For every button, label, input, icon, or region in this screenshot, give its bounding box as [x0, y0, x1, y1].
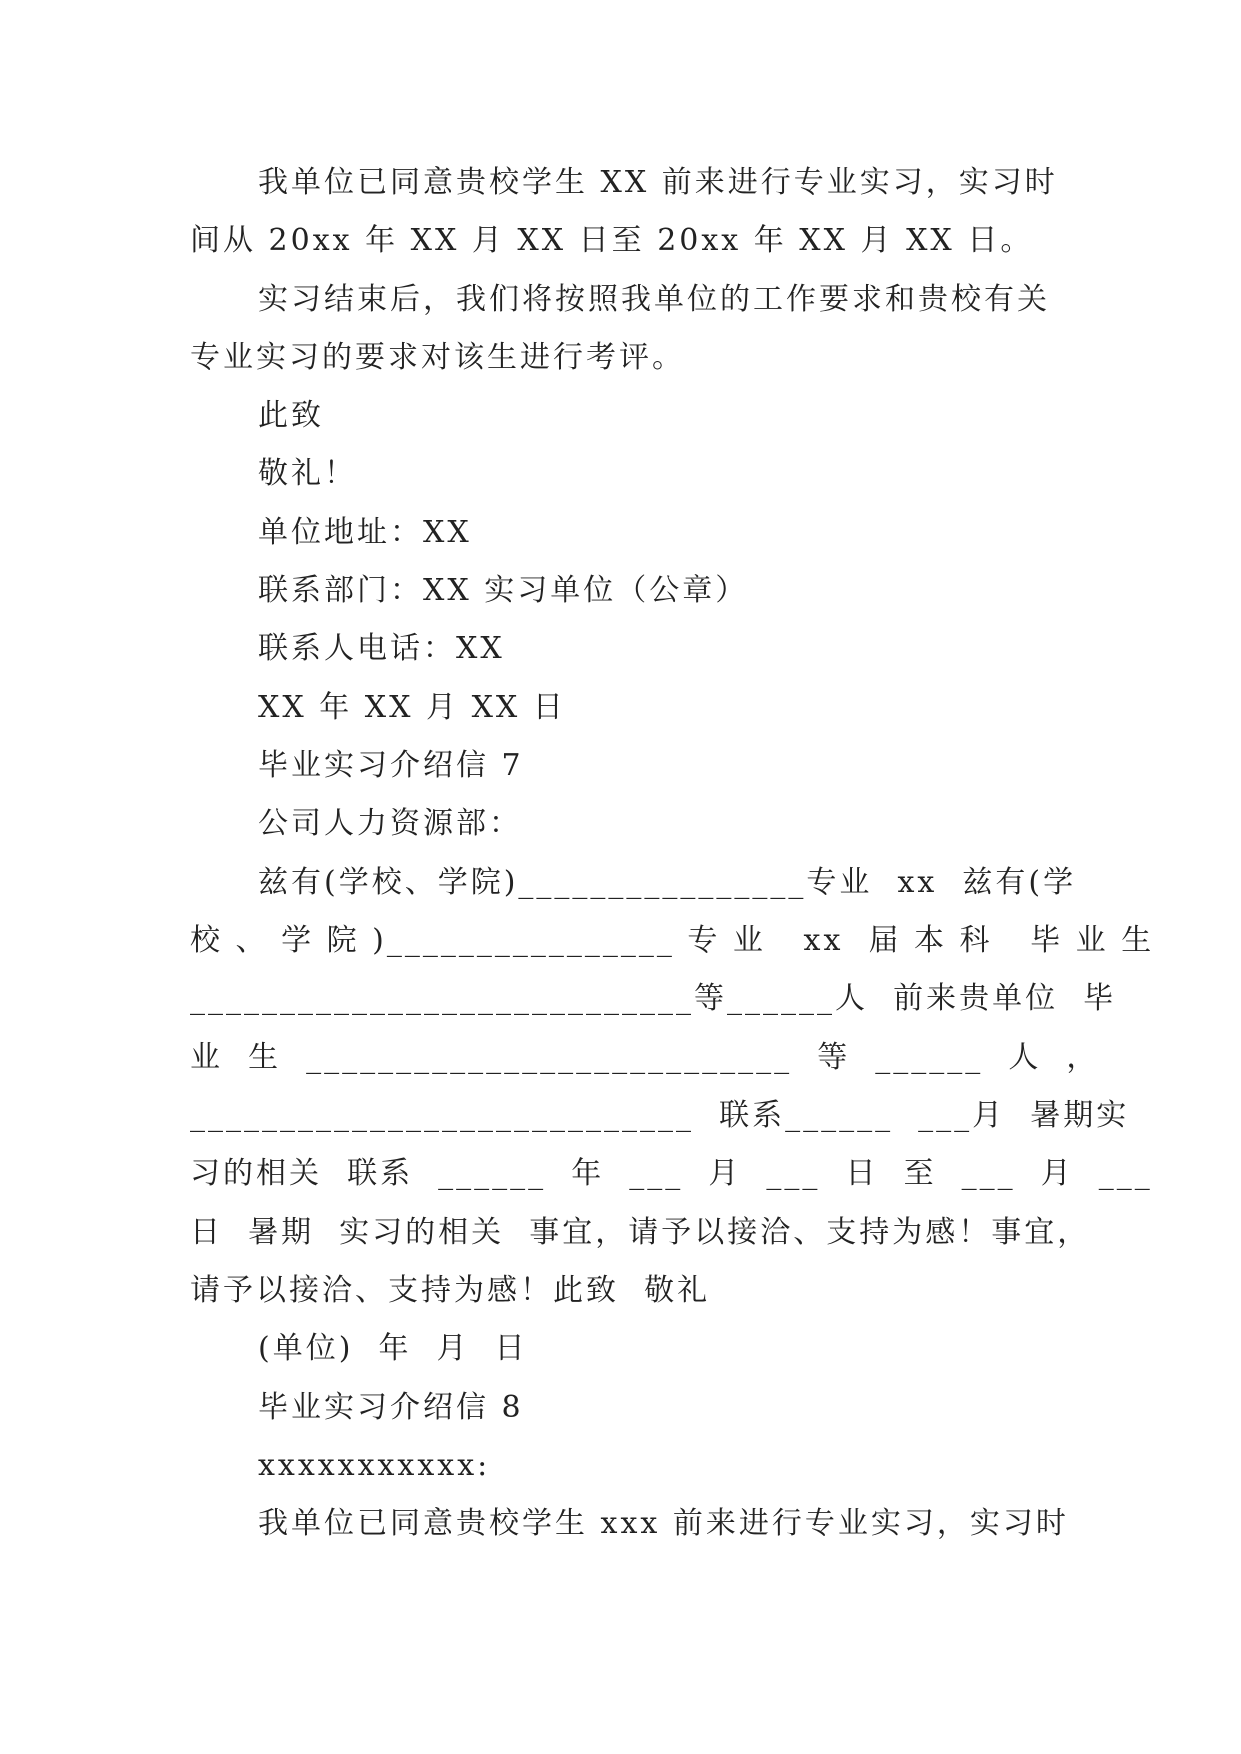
paragraph-line: 习的相关 联系 ______ 年 ___ 月 ___ 日 至 ___ 月 ___ [190, 1156, 1153, 1191]
department-line: 联系部门：XX 实习单位（公章） [258, 573, 749, 608]
closing-line: 此致 [258, 398, 324, 433]
paragraph-line: 请予以接洽、支持为感！此致 敬礼 [190, 1273, 711, 1308]
paragraph-line: 日 暑期 实习的相关 事宜，请予以接洽、支持为感！事宜， [190, 1215, 1091, 1250]
paragraph-line: ____________________________ 联系______ ___月 暑期实 [190, 1098, 1130, 1133]
salutation-line: 公司人力资源部： [258, 806, 522, 841]
salutation-line: xxxxxxxxxxx: [258, 1448, 491, 1483]
paragraph-line: 我单位已同意贵校学生 xxx 前来进行专业实习，实习时 [258, 1506, 1069, 1541]
section-title: 毕业实习介绍信 8 [258, 1390, 524, 1425]
paragraph-line: 校 、 学 院 )________________ 专 业 xx 届 本 科 毕 业 生 [190, 923, 1155, 958]
section-title: 毕业实习介绍信 7 [258, 748, 524, 783]
paragraph-line: 实习结束后，我们将按照我单位的工作要求和贵校有关 [258, 282, 1050, 317]
paragraph-line: ____________________________等______人 前来贵单位 毕 [190, 981, 1117, 1016]
paragraph-line: 兹有(学校、学院)________________专业 xx 兹有(学 [258, 865, 1077, 900]
date-line: XX 年 XX 月 XX 日 [258, 690, 566, 725]
paragraph-line: 我单位已同意贵校学生 XX 前来进行专业实习，实习时 [258, 165, 1058, 200]
paragraph-line: 业 生 ___________________________ 等 ______ 人 ， [190, 1040, 1100, 1075]
phone-line: 联系人电话：XX [258, 631, 505, 666]
closing-line: 敬礼！ [258, 456, 357, 491]
signature-line: (单位) 年 月 日 [258, 1331, 528, 1366]
paragraph-line: 专业实习的要求对该生进行考评。 [190, 340, 685, 375]
address-line: 单位地址：XX [258, 515, 472, 550]
paragraph-line: 间从 20xx 年 XX 月 XX 日至 20xx 年 XX 月 XX 日。 [190, 223, 1034, 258]
